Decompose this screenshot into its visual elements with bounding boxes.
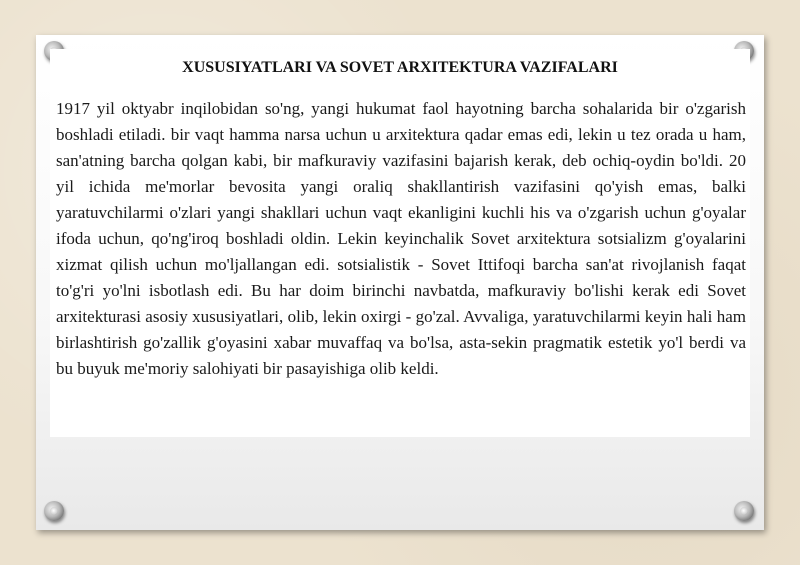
pushpin-icon: [734, 501, 754, 521]
text-panel: [50, 49, 750, 437]
pushpin-icon: [44, 501, 64, 521]
body-paragraph: 1917 yil oktyabr inqilobidan so'ng, yangi hukumat faol hayotning barcha sohalarida bir o'zgarish boshladi etiladi. bir vaqt hamma narsa uchun u arxitektura qadar emas edi, lekin u tez orada u ham, san'atning barcha qolgan kabi, bir mafkuraviy vazifasini bajarish kerak, deb ochiq-oydin bo'ldi. 20 yil ichida me'morlar bevosita yangi oraliq shakllantirish vazifasini qo'yish emas, balki yaratuvchilarmi o'zlari yangi shakllari uchun vaqt ekanligini kuchli his va o'zgarish uchun g'oyalar ifoda uchun, qo'ng'iroq boshladi oldin. Lekin keyinchalik Sovet arxitektura sotsializm g'oyalarini xizmat qilish uchun mo'ljallangan edi. sotsialistik - Sovet Ittifoqi barcha san'at rivojlanish faqat to'g'ri yo'lni isbotlash edi. Bu har doim birinchi navbatda, mafkuraviy bo'lishi kerak edi Sovet arxitekturasi asosiy xususiyatlari, olib, lekin oxirgi - go'zal. Avvaliga, yaratuvchilarmi keyin hali ham birlashtirish go'zallik g'oyasini xabar muvaffaq va bo'lsa, asta-sekin pragmatik estetik yo'l berdi va bu buyuk me'moriy salohiyati bir pasayishiga olib keldi.: [56, 99, 746, 378]
notice-board: [36, 35, 764, 530]
page-title: XUSUSIYATLARI VA SOVET ARXITEKTURA VAZIFALARI: [182, 59, 618, 76]
